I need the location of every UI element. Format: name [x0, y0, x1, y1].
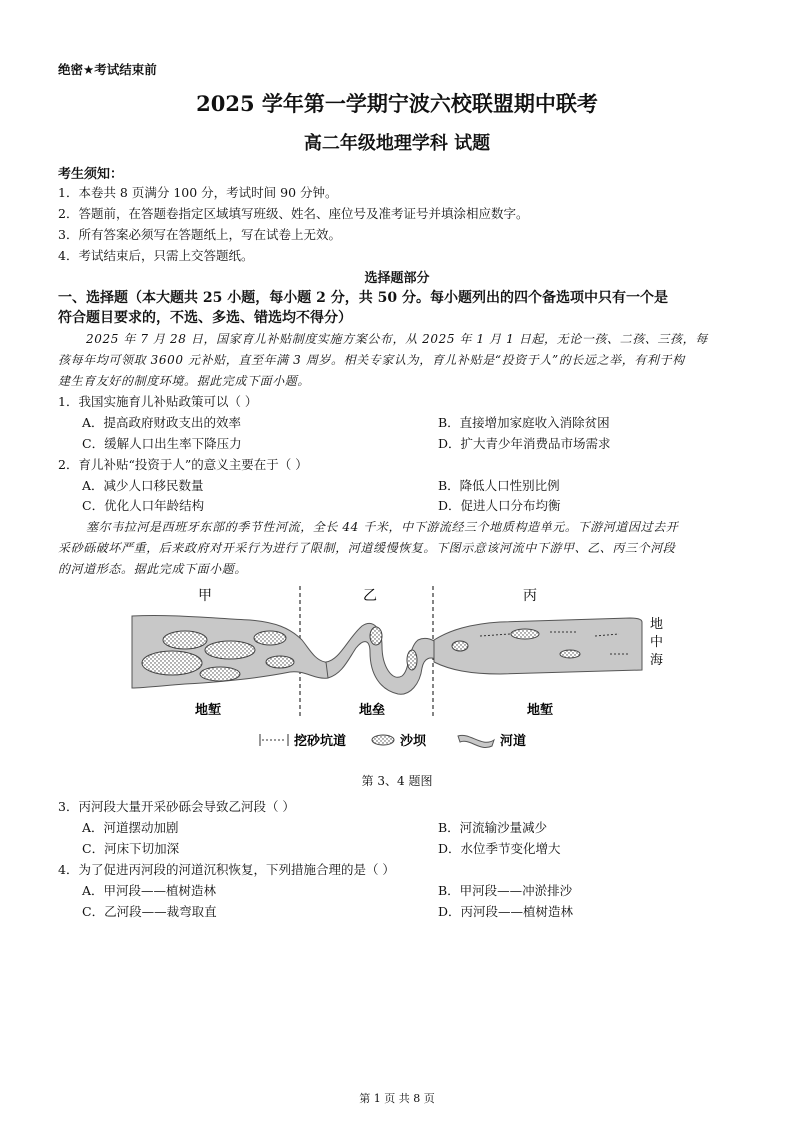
question-4-option-d: D．丙河段——植树造林	[438, 904, 574, 919]
section-label-yi: 乙	[363, 588, 377, 604]
question-4-option-a: A．甲河段——植树造林	[82, 883, 217, 898]
structure-label: 地堑	[194, 703, 222, 718]
sand-bar	[511, 629, 539, 639]
passage2-line: 塞尔韦拉河是西班牙东部的季节性河流，全长 44 千米，中下游流经三个地质构造单元。下游河道因过去开	[86, 520, 679, 534]
question-2-option-b: B．降低人口性别比例	[438, 478, 560, 493]
exam-title: 2025 学年第一学期宁波六校联盟期中联考	[196, 91, 598, 116]
sand-bar	[200, 667, 240, 681]
sand-bar	[205, 641, 255, 659]
question-3-option-d: D．水位季节变化增大	[438, 841, 561, 856]
legend-channel-symbol	[458, 735, 494, 747]
question-4-option-c: C．乙河段——裁弯取直	[82, 904, 217, 919]
sea-label: 地	[650, 617, 664, 632]
notice-item: 4．考试结束后，只需上交答题纸。	[58, 248, 254, 263]
question-1-stem: 1．我国实施育儿补贴政策可以（ ）	[58, 394, 258, 409]
sand-bar	[254, 631, 286, 645]
question-3-option-c: C．河床下切加深	[82, 841, 180, 856]
confidential-mark: 绝密★考试结束前	[58, 62, 157, 77]
sand-bar	[407, 650, 417, 670]
question-2-option-d: D．促进人口分布均衡	[438, 498, 561, 513]
question-3-option-b: B．河流输沙量减少	[438, 820, 548, 835]
section-label-jia: 甲	[198, 588, 212, 604]
sand-bar	[142, 651, 202, 675]
question-4-option-b: B．甲河段——冲淤排沙	[438, 883, 573, 898]
notice-item: 2．答题前，在答题卷指定区域填写班级、姓名、座位号及准考证号并填涂相应数字。	[58, 206, 529, 221]
question-2-stem: 2．育儿补贴“投资于人”的意义主要在于（ ）	[58, 457, 308, 472]
notice-item: 1．本卷共 8 页满分 100 分，考试时间 90 分钟。	[58, 185, 338, 200]
sand-bar	[163, 631, 207, 649]
question-1-option-b: B．直接增加家庭收入消除贫困	[438, 415, 610, 430]
section-title: 选择题部分	[364, 271, 430, 286]
sand-bar	[452, 641, 468, 651]
exam-subtitle: 高二年级地理学科 试题	[303, 133, 491, 154]
figure-caption: 第 3、4 题图	[361, 774, 433, 788]
legend-channel-label: 河道	[500, 734, 527, 749]
passage2-line: 的河道形态。据此完成下面小题。	[58, 562, 248, 576]
notice-item: 3．所有答案必须写在答题纸上，写在试卷上无效。	[58, 227, 341, 242]
page-footer: 第 1 页 共 8 页	[359, 1092, 435, 1105]
structure-label: 地垒	[358, 703, 386, 718]
part-heading-line2: 符合题目要求的，不选、多选、错选均不得分）	[58, 310, 352, 326]
question-4-stem: 4．为了促进丙河段的河道沉积恢复，下列措施合理的是（ ）	[58, 862, 395, 877]
structure-label: 地堑	[526, 703, 554, 718]
sand-bar	[370, 627, 382, 645]
sea-label: 海	[650, 653, 664, 668]
notice-heading: 考生须知：	[58, 167, 124, 182]
legend-sand-bar-symbol	[372, 735, 394, 745]
question-1-option-c: C．缓解人口出生率下降压力	[82, 436, 242, 451]
question-1-option-a: A．提高政府财政支出的效率	[82, 415, 242, 430]
question-2-option-a: A．减少人口移民数量	[82, 478, 204, 493]
river-channel-figure	[130, 578, 670, 763]
sea-label: 中	[650, 635, 664, 650]
sand-bar	[560, 650, 580, 658]
legend-mining-pit-label: 挖砂坑道	[294, 734, 347, 749]
passage1-line: 建生育友好的制度环境。据此完成下面小题。	[58, 374, 311, 388]
question-1-option-d: D．扩大青少年消费品市场需求	[438, 436, 611, 451]
sand-bar	[266, 656, 294, 668]
section-label-bing: 丙	[523, 588, 537, 604]
passage2-line: 采砂砾破坏严重，后来政府对开采行为进行了限制，河道缓慢恢复。下图示意该河流中下游甲、乙、丙三个河段	[58, 541, 676, 555]
passage1-line: 2025 年 7 月 28 日，国家育儿补贴制度实施方案公布，从 2025 年 1 月 1 日起，无论一孩、二孩、三孩，每	[86, 332, 708, 346]
legend-sand-bar-label: 沙坝	[400, 734, 427, 749]
passage1-line: 孩每年均可领取 3600 元补贴，直至年满 3 周岁。相关专家认为，育儿补贴是“投资于人”的长远之举，有利于构	[58, 353, 685, 367]
question-2-option-c: C．优化人口年龄结构	[82, 498, 205, 513]
part-heading-line1: 一、选择题（本大题共 25 小题，每小题 2 分，共 50 分。每小题列出的四个备选项中只有一个是	[58, 290, 668, 306]
question-3-stem: 3．丙河段大量开采砂砾会导致乙河段（ ）	[58, 799, 295, 814]
question-3-option-a: A．河道摆动加剧	[82, 820, 179, 835]
